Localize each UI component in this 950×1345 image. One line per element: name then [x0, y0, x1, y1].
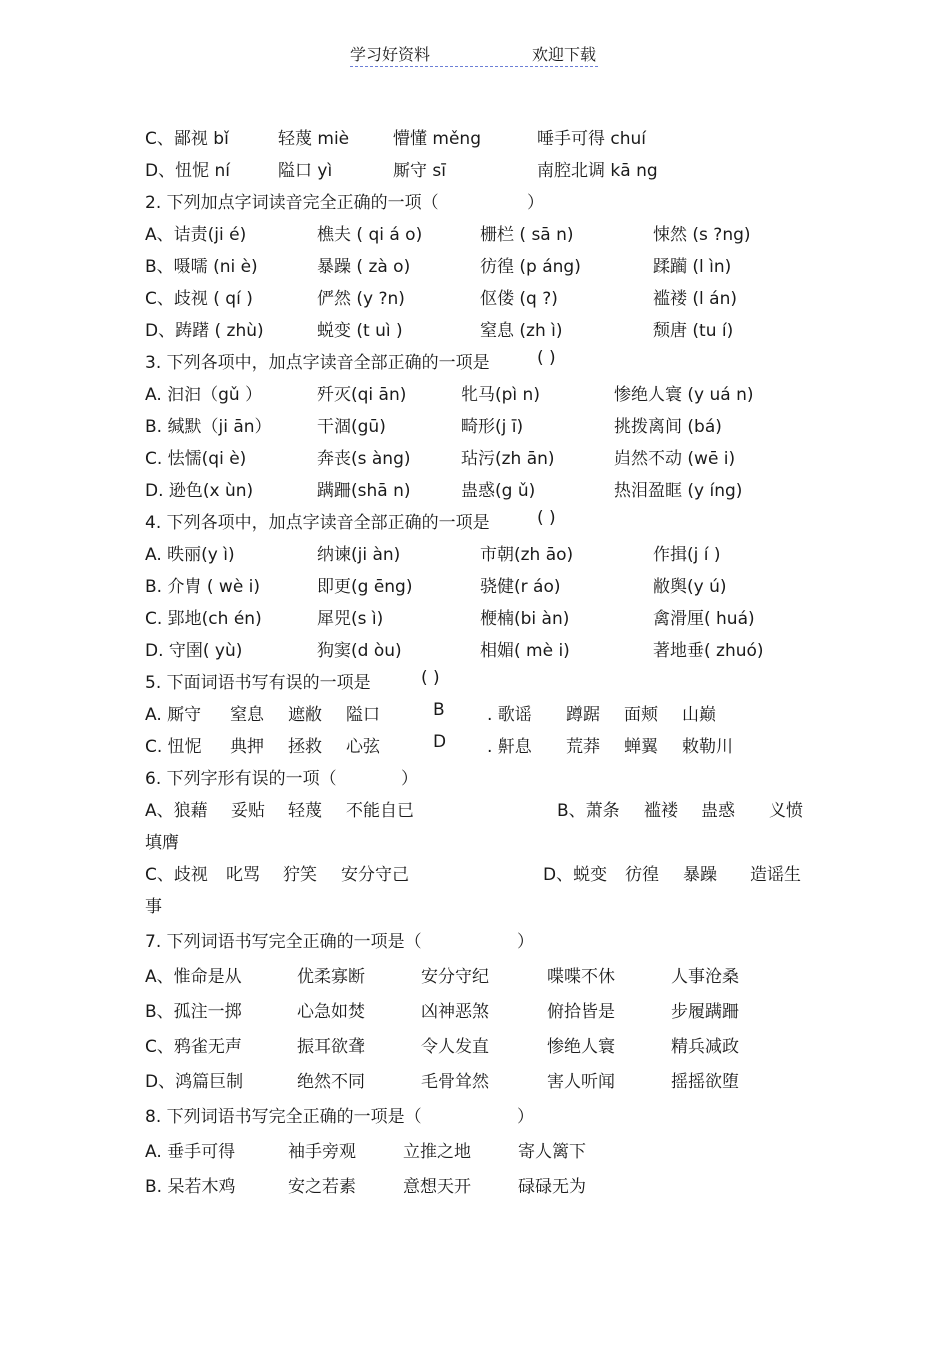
- text-line: [0, 668, 950, 694]
- text-line: [0, 892, 950, 918]
- line-cell: 荒莽: [566, 737, 600, 757]
- line-cell: 楩楠(bi àn): [480, 609, 570, 629]
- line-cell: 安分守纪: [421, 967, 489, 987]
- text-line: [0, 962, 950, 988]
- line-cell: 毛骨耸然: [421, 1072, 489, 1092]
- text-line: [0, 1067, 950, 1093]
- text-line: [0, 1172, 950, 1198]
- line-cell: D、踌躇 ( zhù): [145, 321, 264, 341]
- text-line: [0, 732, 950, 758]
- text-line: [0, 636, 950, 662]
- line-cell: 妥贴: [231, 801, 265, 821]
- line-cell: 唾手可得 chuí: [537, 129, 647, 149]
- line-cell: B. 缄默（ji ān）: [145, 417, 272, 437]
- line-cell: 著地垂( zhuó): [653, 641, 764, 661]
- line-cell: 害人听闻: [547, 1072, 615, 1092]
- line-cell: 悚然 (s ?ng): [653, 225, 751, 245]
- line-cell: 人事沧桑: [671, 967, 739, 987]
- text-line: [0, 572, 950, 598]
- line-cell: C. 忸怩: [145, 737, 202, 757]
- line-cell: 南腔北调 kā ng: [537, 161, 658, 181]
- line-cell: A. 厮守: [145, 705, 202, 725]
- line-cell: 纳谏(ji àn): [317, 545, 401, 565]
- line-cell: 叱骂: [226, 865, 260, 885]
- text-line: [0, 412, 950, 438]
- line-cell: 惨绝人寰: [547, 1037, 615, 1057]
- line-cell: 挑拨离间 (bá): [614, 417, 722, 437]
- line-cell: A、狼藉: [145, 801, 208, 821]
- line-cell: 暴躁 ( zà o): [317, 257, 411, 277]
- line-cell: 敝舆(y ú): [653, 577, 727, 597]
- line-cell: 山巅: [682, 705, 716, 725]
- text-line: [0, 124, 950, 150]
- line-cell: 厮守 sī: [393, 161, 446, 181]
- line-cell: C、歧视 ( qí ): [145, 289, 253, 309]
- line-cell: 市朝(zh āo): [480, 545, 574, 565]
- line-cell: 隘口: [346, 705, 380, 725]
- text-line: [0, 860, 950, 886]
- line-cell: 面颊: [624, 705, 658, 725]
- text-line: [0, 796, 950, 822]
- line-cell: 俨然 (y ?n): [317, 289, 405, 309]
- line-cell: 心急如焚: [297, 1002, 365, 1022]
- line-cell: 畸形(j ī): [461, 417, 524, 437]
- line-cell: 填膺: [145, 833, 179, 853]
- line-cell: 喋喋不休: [547, 967, 615, 987]
- line-cell: 蛊惑(g ǔ): [461, 481, 536, 501]
- line-cell: 相媚( mè i): [480, 641, 570, 661]
- text-line: [0, 156, 950, 182]
- line-cell: C. 怯懦(qi è): [145, 449, 247, 469]
- text-line: [0, 476, 950, 502]
- line-cell: D、蜕变: [543, 865, 608, 885]
- line-cell: 5. 下面词语书写有误的一项是: [145, 673, 371, 693]
- text-line: [0, 1032, 950, 1058]
- line-cell: D、忸怩 ní: [145, 161, 230, 181]
- line-cell: D、鸿篇巨制: [145, 1072, 244, 1092]
- text-line: [0, 348, 950, 374]
- line-cell: ( ): [537, 508, 556, 528]
- text-line: [0, 252, 950, 278]
- text-line: [0, 700, 950, 726]
- line-cell: 4. 下列各项中，加点字读音全部正确的一项是: [145, 513, 490, 533]
- line-cell: 樵夫 ( qi á o): [317, 225, 423, 245]
- line-cell: 令人发直: [421, 1037, 489, 1057]
- line-cell: 优柔寡断: [297, 967, 365, 987]
- text-line: [0, 1137, 950, 1163]
- line-cell: 7. 下列词语书写完全正确的一项是（: [145, 932, 422, 952]
- line-cell: 心弦: [346, 737, 380, 757]
- line-cell: ( ): [421, 668, 440, 688]
- line-cell: D. 逊色(x ùn): [145, 481, 254, 501]
- text-line: [0, 316, 950, 342]
- text-line: [0, 508, 950, 534]
- line-cell: 彷徨 (p áng): [480, 257, 581, 277]
- line-cell: A. 垂手可得: [145, 1142, 236, 1162]
- line-cell: . 鼾息: [487, 737, 532, 757]
- line-cell: 岿然不动 (wē i): [614, 449, 736, 469]
- line-cell: 安之若素: [288, 1177, 356, 1197]
- line-cell: C、歧视: [145, 865, 208, 885]
- line-cell: 懵懂 měng: [393, 129, 481, 149]
- line-cell: 凶神恶煞: [421, 1002, 489, 1022]
- line-cell: 牝马(pì n): [461, 385, 540, 405]
- line-cell: 狞笑: [283, 865, 317, 885]
- line-cell: 振耳欲聋: [297, 1037, 365, 1057]
- line-cell: 8. 下列词语书写完全正确的一项是（: [145, 1107, 422, 1127]
- line-cell: 遮敝: [288, 705, 322, 725]
- line-cell: 拯救: [288, 737, 322, 757]
- line-cell: 不能自已: [346, 801, 414, 821]
- line-cell: 摇摇欲堕: [671, 1072, 739, 1092]
- text-line: [0, 540, 950, 566]
- line-cell: D. 守圉( yù): [145, 641, 243, 661]
- line-cell: 褴褛: [644, 801, 678, 821]
- line-cell: 事: [145, 897, 162, 917]
- line-cell: 精兵减政: [671, 1037, 739, 1057]
- header-right-text: 欢迎下载: [531, 45, 596, 64]
- line-cell: B、嗫嚅 (ni è): [145, 257, 258, 277]
- line-cell: 绝然不同: [297, 1072, 365, 1092]
- text-line: [0, 604, 950, 630]
- line-cell: 轻蔑: [288, 801, 322, 821]
- header-left-text: 学习好资料: [350, 45, 431, 64]
- line-cell: 造谣生: [750, 865, 801, 885]
- text-line: [0, 1102, 950, 1128]
- line-cell: 栅栏 ( sā n): [480, 225, 574, 245]
- line-cell: 奔丧(s àng): [317, 449, 411, 469]
- line-cell: 即更(g ēng): [317, 577, 413, 597]
- line-cell: B. 介胄 ( wè i): [145, 577, 261, 597]
- text-line: [0, 764, 950, 790]
- line-cell: 蛊惑: [701, 801, 735, 821]
- line-cell: 狗窦(d òu): [317, 641, 402, 661]
- line-cell: 歼灭(qi ān): [317, 385, 407, 405]
- line-cell: 禽滑厘( huá): [653, 609, 755, 629]
- line-cell: 蹲踞: [566, 705, 600, 725]
- line-cell: 义愤: [769, 801, 803, 821]
- line-cell: 典押: [230, 737, 264, 757]
- line-cell: B. 呆若木鸡: [145, 1177, 236, 1197]
- text-line: [0, 828, 950, 854]
- line-cell: C、鄙视 bǐ: [145, 129, 229, 149]
- line-cell: B、萧条: [557, 801, 620, 821]
- line-cell: 意想天开: [403, 1177, 471, 1197]
- line-cell: B: [433, 700, 445, 720]
- line-cell: 颓唐 (tu í): [653, 321, 734, 341]
- line-cell: ）: [517, 932, 534, 952]
- line-cell: A. 昳丽(y ì): [145, 545, 235, 565]
- line-cell: 褴褛 (l án): [653, 289, 737, 309]
- line-cell: 暴躁: [683, 865, 717, 885]
- line-cell: A、诘责(ji é): [145, 225, 247, 245]
- line-cell: 蝉翼: [624, 737, 658, 757]
- line-cell: 6. 下列字形有误的一项（: [145, 769, 337, 789]
- line-cell: 俯拾皆是: [547, 1002, 615, 1022]
- line-cell: 蹂躏 (l ìn): [653, 257, 732, 277]
- line-cell: B、孤注一掷: [145, 1002, 242, 1022]
- line-cell: 惨绝人寰 (y uá n): [614, 385, 754, 405]
- line-cell: 袖手旁观: [288, 1142, 356, 1162]
- line-cell: ）: [517, 1107, 534, 1127]
- line-cell: . 歌谣: [487, 705, 532, 725]
- text-line: [0, 444, 950, 470]
- line-cell: 隘口 yì: [278, 161, 333, 181]
- line-cell: C. 郢地(ch én): [145, 609, 262, 629]
- line-cell: 热泪盈眶 (y íng): [614, 481, 743, 501]
- text-line: [0, 997, 950, 1023]
- line-cell: 3. 下列各项中，加点字读音全部正确的一项是: [145, 353, 490, 373]
- line-cell: A、惟命是从: [145, 967, 242, 987]
- line-cell: 立推之地: [403, 1142, 471, 1162]
- line-cell: 窒息 (zh ì): [480, 321, 563, 341]
- text-line: [0, 927, 950, 953]
- line-cell: ( ): [537, 348, 556, 368]
- text-line: [0, 380, 950, 406]
- line-cell: 蹒跚(shā n): [317, 481, 411, 501]
- line-cell: 安分守己: [341, 865, 409, 885]
- line-cell: 窒息: [230, 705, 264, 725]
- line-cell: A. 汩汩（gǔ ）: [145, 385, 263, 405]
- line-cell: 彷徨: [625, 865, 659, 885]
- line-cell: 犀兕(s ì): [317, 609, 384, 629]
- line-cell: 作揖(j í ): [653, 545, 721, 565]
- line-cell: D: [433, 732, 447, 752]
- line-cell: 2. 下列加点字词读音完全正确的一项（: [145, 193, 439, 213]
- line-cell: C、鸦雀无声: [145, 1037, 242, 1057]
- line-cell: 玷污(zh ān): [461, 449, 555, 469]
- text-line: [0, 284, 950, 310]
- line-cell: 蜕变 (t uì ): [317, 321, 403, 341]
- line-cell: 伛偻 (q ?): [480, 289, 558, 309]
- line-cell: 敕勒川: [682, 737, 733, 757]
- line-cell: 轻蔑 miè: [278, 129, 350, 149]
- line-cell: 干涸(gū): [317, 417, 386, 437]
- line-cell: 碌碌无为: [518, 1177, 586, 1197]
- text-line: [0, 188, 950, 214]
- line-cell: ）: [401, 769, 418, 789]
- text-line: [0, 220, 950, 246]
- page-header: [350, 40, 598, 67]
- line-cell: 骁健(r áo): [480, 577, 561, 597]
- line-cell: 寄人篱下: [518, 1142, 586, 1162]
- line-cell: 步履蹒跚: [671, 1002, 739, 1022]
- line-cell: ）: [527, 193, 544, 213]
